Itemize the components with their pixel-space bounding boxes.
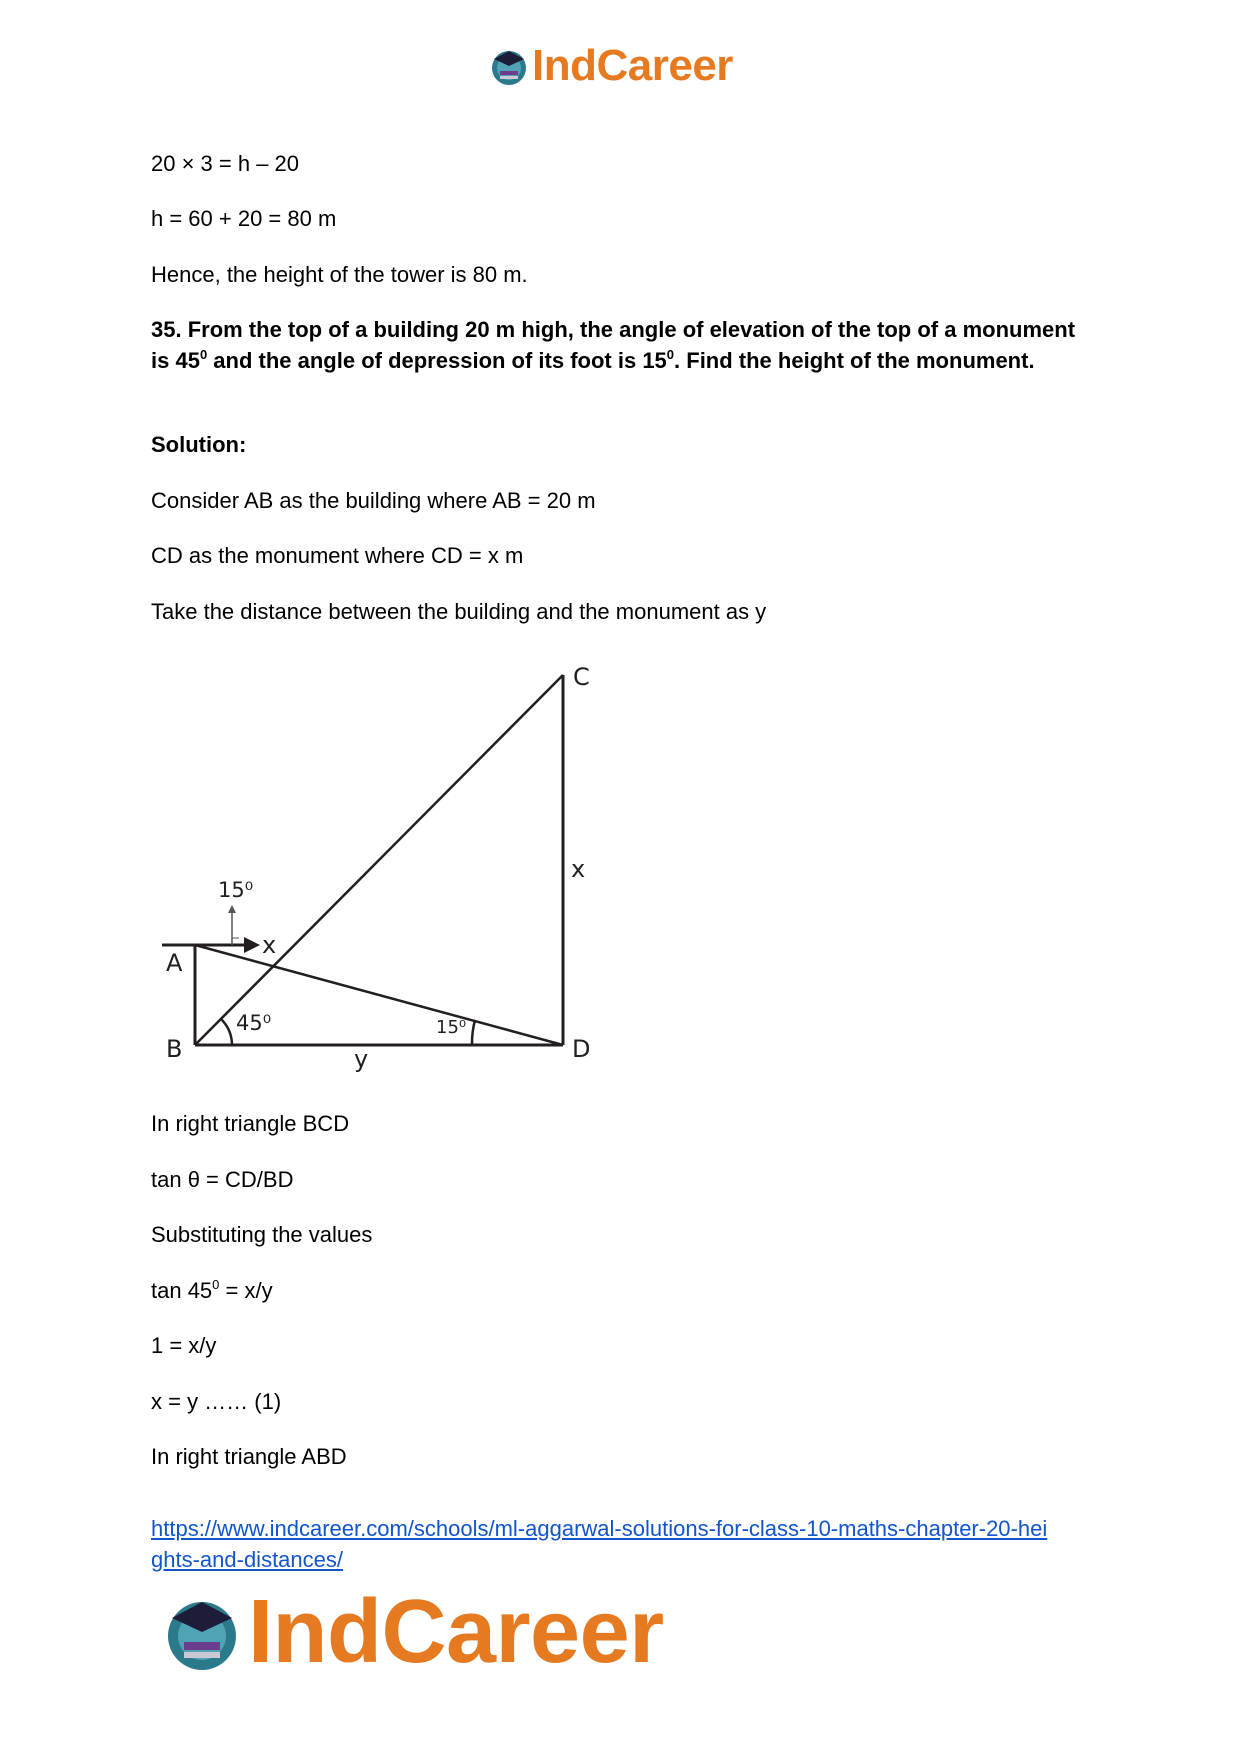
setup-line-1: Consider AB as the building where AB = 20 m	[151, 488, 596, 513]
step-line-7: In right triangle ABD	[151, 1444, 347, 1469]
header-logo	[488, 40, 733, 92]
step-line-1: In right triangle BCD	[151, 1111, 350, 1136]
label-d: D	[572, 1035, 591, 1063]
label-b: B	[166, 1035, 183, 1063]
source-link-line-2[interactable]: ghts-and-distances/	[151, 1547, 343, 1572]
question-text-part-3: . Find the height of the monument.	[674, 348, 1035, 373]
graduation-globe-icon	[488, 45, 530, 87]
label-a: A	[166, 949, 183, 977]
label-angle-15-top: 15⁰	[218, 878, 254, 902]
label-side-x: x	[571, 855, 586, 883]
degree-superscript: 0	[212, 1277, 220, 1292]
question-text-part-1: 35. From the top of a building 20 m high, the angle of elevation of the top of a monument is 45	[151, 317, 1076, 373]
angle-45-arc	[221, 1019, 232, 1045]
header-logo-text: IndCareer	[532, 41, 733, 90]
equation-line-1: 20 × 3 = h – 20	[151, 151, 300, 176]
small-arrow-head	[228, 905, 236, 913]
step-line-6: x = y …… (1)	[151, 1389, 282, 1414]
source-link-line-1[interactable]: https://www.indcareer.com/schools/ml-aggarwal-solutions-for-class-10-maths-chapter-20-hei	[151, 1516, 1048, 1541]
tan-45-line	[151, 1275, 1091, 1306]
setup-line-3: Take the distance between the building and the monument as y	[151, 599, 767, 624]
step-line-2: tan θ = CD/BD	[151, 1167, 294, 1192]
hypotenuse-bc	[195, 675, 563, 1045]
tan-text: tan 45	[151, 1278, 213, 1303]
setup-line-2: CD as the monument where CD = x m	[151, 543, 524, 568]
step-line-5: 1 = x/y	[151, 1333, 217, 1358]
degree-superscript: 0	[199, 347, 208, 362]
footer-logo	[160, 1581, 664, 1682]
triangle-diagram	[150, 655, 600, 1095]
label-angle-15-bottom: 15⁰	[436, 1017, 467, 1038]
label-arrow-x: x	[262, 931, 277, 959]
tan-result: = x/y	[219, 1278, 273, 1303]
footer-logo-text: IndCareer	[248, 1581, 664, 1682]
degree-superscript: 0	[666, 347, 675, 362]
label-c: C	[573, 663, 590, 691]
conclusion-line: Hence, the height of the tower is 80 m.	[151, 262, 528, 287]
question-35	[151, 314, 1091, 376]
equation-line-2: h = 60 + 20 = 80 m	[151, 206, 337, 231]
label-angle-45: 45⁰	[236, 1011, 272, 1035]
step-line-3: Substituting the values	[151, 1222, 373, 1247]
arrow-head	[244, 937, 260, 953]
solution-label: Solution:	[151, 432, 247, 457]
source-link[interactable]	[151, 1513, 1101, 1575]
question-text-part-2: and the angle of depression of its foot is 15	[207, 348, 667, 373]
graduation-globe-icon	[160, 1590, 244, 1674]
label-base-y: y	[354, 1045, 369, 1073]
angle-15-arc	[472, 1020, 475, 1045]
